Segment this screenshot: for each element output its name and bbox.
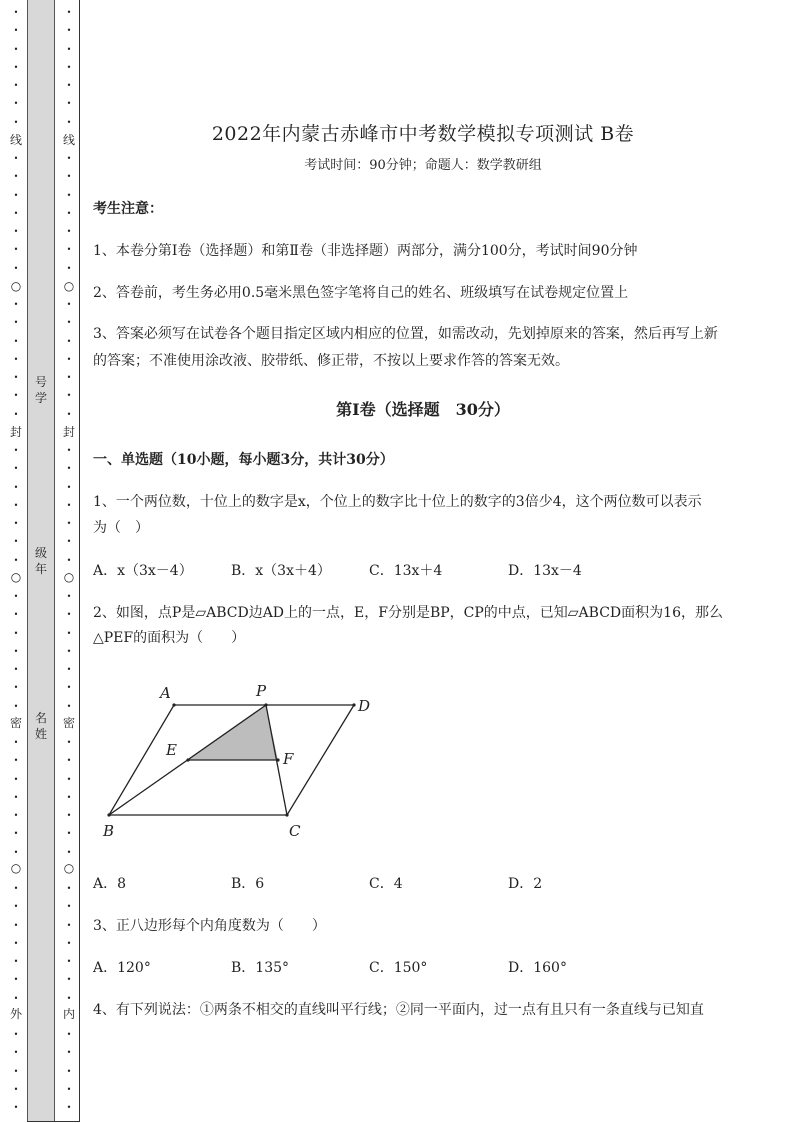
inner-cut-dot: • [66,245,72,255]
inner-cut-dot: • [66,500,72,510]
outer-cut-dot: • [13,62,19,72]
inner-cut-dot: • [66,44,72,54]
inner-cut-dot: • [66,957,72,966]
q3-option-d: D．160° [508,960,567,976]
point-p [264,703,267,706]
outer-cut-dot: • [13,391,19,401]
triangle-pef-shaded [188,705,278,760]
outer-cut-dot: • [13,99,19,109]
inner-cut-dot: • [66,336,72,346]
outer-cut-dot: • [13,300,19,309]
outer-cut-dot: • [13,792,19,802]
outer-cut-dot: • [13,336,19,346]
inner-cut-dot: • [66,1030,72,1039]
parallelogram-diagram [96,680,386,840]
outer-cut-dot: • [13,920,19,930]
name-label: 名 姓 [34,711,47,741]
outer-cut-dot: • [13,227,19,236]
outer-cut-dot: • [13,263,19,273]
outer-cut-dot: • [13,993,19,1003]
q2-option-d: D．2 [508,876,543,892]
outer-cut-mark: ○ [10,861,22,875]
section-title: 一、单选题（10小题，每小题3分，共计30分） [93,452,394,468]
inner-cut-mark: 内 [62,1007,75,1021]
q1-line-1: 1、一个两位数，十位上的数字是x，个位上的数字比十位上的数字的3倍少4，这个两位数可以表示 [93,494,702,510]
q2-line-1: 2、如图，点P是▱ABCD边AD上的一点，E，F分别是BP，CP的中点，已知▱ABCD面积为16，那么 [93,605,723,621]
inner-cut-line [62,0,76,1123]
inner-cut-dot: • [66,792,72,802]
outer-cut-dot: • [13,154,19,163]
q3-option-b: B．135° [231,960,290,976]
inner-cut-dot: • [66,81,72,90]
inner-cut-dot: • [66,902,72,912]
outer-cut-dot: • [13,738,19,747]
outer-cut-dot: • [13,245,19,255]
outer-cut-dot: • [13,701,19,711]
q2-option-b: B．6 [231,876,265,892]
outer-cut-mark: 密 [9,716,22,730]
outer-cut-dot: • [13,464,19,474]
inner-cut-dot: • [66,938,72,948]
inner-cut-dot: • [66,1066,72,1076]
inner-cut-dot: • [66,884,72,893]
inner-cut-dot: • [66,628,72,638]
outer-cut-mark: ○ [10,570,22,584]
inner-cut-dot: • [66,263,72,273]
inner-cut-dot: • [66,975,72,985]
label-a: A [160,684,171,702]
q4-line-1: 4、有下列说法：①两条不相交的直线叫平行线；②同一平面内，过一点有且只有一条直线与已知直 [93,1002,704,1018]
inner-cut-dot: • [66,701,72,711]
student-number-label: 号 学 [34,375,47,405]
outer-cut-dot: • [13,774,19,784]
outer-cut-dot: • [13,957,19,966]
notice-heading: 考生注意： [93,201,163,217]
inner-cut-dot: • [66,665,72,674]
point-c [285,813,288,816]
outer-cut-dot: • [13,446,19,455]
inner-cut-mark: 密 [62,716,75,730]
outer-cut-dot: • [13,811,19,820]
exam-subtitle: 考试时间：90分钟；命题人：数学教研组 [304,158,542,173]
outer-cut-mark: 封 [9,425,22,439]
outer-cut-dot: • [13,756,19,766]
inner-cut-mark: ○ [63,570,75,584]
inner-cut-dot: • [66,117,72,127]
part1-title: 第Ⅰ卷（选择题 30分） [336,400,510,419]
inner-cut-dot: • [66,99,72,109]
outer-cut-dot: • [13,938,19,948]
inner-cut-dot: • [66,1103,72,1112]
inner-cut-dot: • [66,592,72,601]
inner-cut-dot: • [66,409,72,419]
point-e [186,758,189,761]
inner-cut-dot: • [66,1084,72,1094]
outer-cut-dot: • [13,628,19,638]
inner-cut-dot: • [66,227,72,236]
inner-cut-dot: • [66,811,72,820]
outer-cut-mark: 外 [9,1007,22,1021]
q1-option-c: C．13x＋4 [369,563,443,579]
outer-cut-dot: • [13,592,19,601]
outer-cut-dot: • [13,829,19,839]
q3-option-a: A．120° [93,960,151,976]
inner-cut-dot: • [66,373,72,382]
inner-cut-dot: • [66,300,72,309]
label-f: F [283,750,294,768]
outer-cut-dot: • [13,902,19,912]
q1-option-d: D．13x－4 [508,563,582,579]
outer-cut-dot: • [13,172,19,182]
inner-cut-dot: • [66,829,72,839]
outer-cut-dot: • [13,81,19,90]
label-e: E [166,741,177,759]
label-d: D [358,697,371,715]
outer-cut-dot: • [13,8,19,17]
outer-cut-dot: • [13,646,19,656]
outer-cut-line [9,0,23,1123]
outer-cut-dot: • [13,519,19,528]
outer-cut-dot: • [13,1048,19,1058]
inner-cut-dot: • [66,920,72,930]
inner-cut-dot: • [66,683,72,693]
q2-line-2: △PEF的面积为（ ） [93,630,246,646]
inner-cut-dot: • [66,190,72,200]
q1-option-b: B．x（3x＋4） [231,563,331,579]
inner-cut-dot: • [66,208,72,218]
inner-cut-mark: ○ [63,279,75,293]
notice-item-3: 3、答案必须写在试卷各个题目指定区域内相应的位置，如需改动，先划掉原来的答案，然后再写上新 [93,326,718,342]
inner-cut-dot: • [66,482,72,492]
outer-cut-dot: • [13,117,19,127]
outer-cut-dot: • [13,26,19,36]
outer-cut-dot: • [13,208,19,218]
parallelogram-figure [96,680,386,840]
outer-cut-dot: • [13,683,19,693]
inner-cut-dot: • [66,172,72,182]
inner-cut-dot: • [66,646,72,656]
point-b [107,813,110,816]
outer-cut-dot: • [13,482,19,492]
inner-cut-dot: • [66,62,72,72]
q2-option-c: C．4 [369,876,403,892]
inner-cut-dot: • [66,154,72,163]
inner-cut-dot: • [66,1048,72,1058]
outer-cut-mark: 线 [9,133,22,147]
inner-cut-mark: ○ [63,861,75,875]
outer-cut-dot: • [13,537,19,547]
outer-cut-dot: • [13,610,19,620]
inner-cut-dot: • [66,610,72,620]
inner-cut-dot: • [66,464,72,474]
outer-cut-dot: • [13,975,19,985]
q3-option-c: C．150° [369,960,428,976]
outer-cut-dot: • [13,1066,19,1076]
outer-cut-dot: • [13,1030,19,1039]
outer-cut-dot: • [13,847,19,857]
inner-cut-dot: • [66,26,72,36]
point-d [352,703,355,706]
outer-cut-dot: • [13,665,19,674]
inner-cut-dot: • [66,738,72,747]
inner-cut-dot: • [66,318,72,328]
outer-cut-dot: • [13,1103,19,1112]
outer-cut-dot: • [13,1084,19,1094]
point-a [172,703,175,706]
label-c: C [289,822,301,840]
inner-cut-dot: • [66,993,72,1003]
label-p: P [256,682,267,700]
grade-label: 级 年 [34,546,47,576]
inner-cut-dot: • [66,555,72,565]
binding-margin [0,0,90,1123]
inner-cut-dot: • [66,756,72,766]
outer-cut-dot: • [13,354,19,364]
q1-option-a: A．x（3x－4） [93,563,193,579]
inner-cut-dot: • [66,537,72,547]
inner-cut-mark: 线 [62,133,75,147]
inner-cut-dot: • [66,774,72,784]
q2-option-a: A．8 [93,876,127,892]
inner-cut-mark: 封 [62,425,75,439]
inner-cut-dot: • [66,446,72,455]
notice-item-2: 2、答卷前，考生务必用0.5毫米黑色签字笔将自己的姓名、班级填写在试卷规定位置上 [93,285,629,301]
outer-cut-dot: • [13,44,19,54]
outer-cut-dot: • [13,555,19,565]
outer-cut-mark: ○ [10,279,22,293]
inner-cut-dot: • [66,354,72,364]
notice-item-1: 1、本卷分第Ⅰ卷（选择题）和第Ⅱ卷（非选择题）两部分，满分100分，考试时间90分钟 [93,243,638,259]
label-b: B [103,822,115,840]
inner-cut-dot: • [66,8,72,17]
inner-cut-dot: • [66,519,72,528]
outer-cut-dot: • [13,318,19,328]
outer-cut-dot: • [13,190,19,200]
outer-cut-dot: • [13,409,19,419]
outer-cut-dot: • [13,500,19,510]
exam-title: 2022年内蒙古赤峰市中考数学模拟专项测试 B卷 [211,123,635,145]
outer-cut-dot: • [13,884,19,893]
q3-line-1: 3、正八边形每个内角度数为（ ） [93,918,326,934]
inner-cut-dot: • [66,847,72,857]
point-f [276,758,279,761]
outer-cut-dot: • [13,373,19,382]
notice-item-3-cont: 的答案；不准使用涂改液、胶带纸、修正带，不按以上要求作答的答案无效。 [93,353,569,369]
q1-line-2: 为（ ） [93,520,149,536]
inner-cut-dot: • [66,391,72,401]
